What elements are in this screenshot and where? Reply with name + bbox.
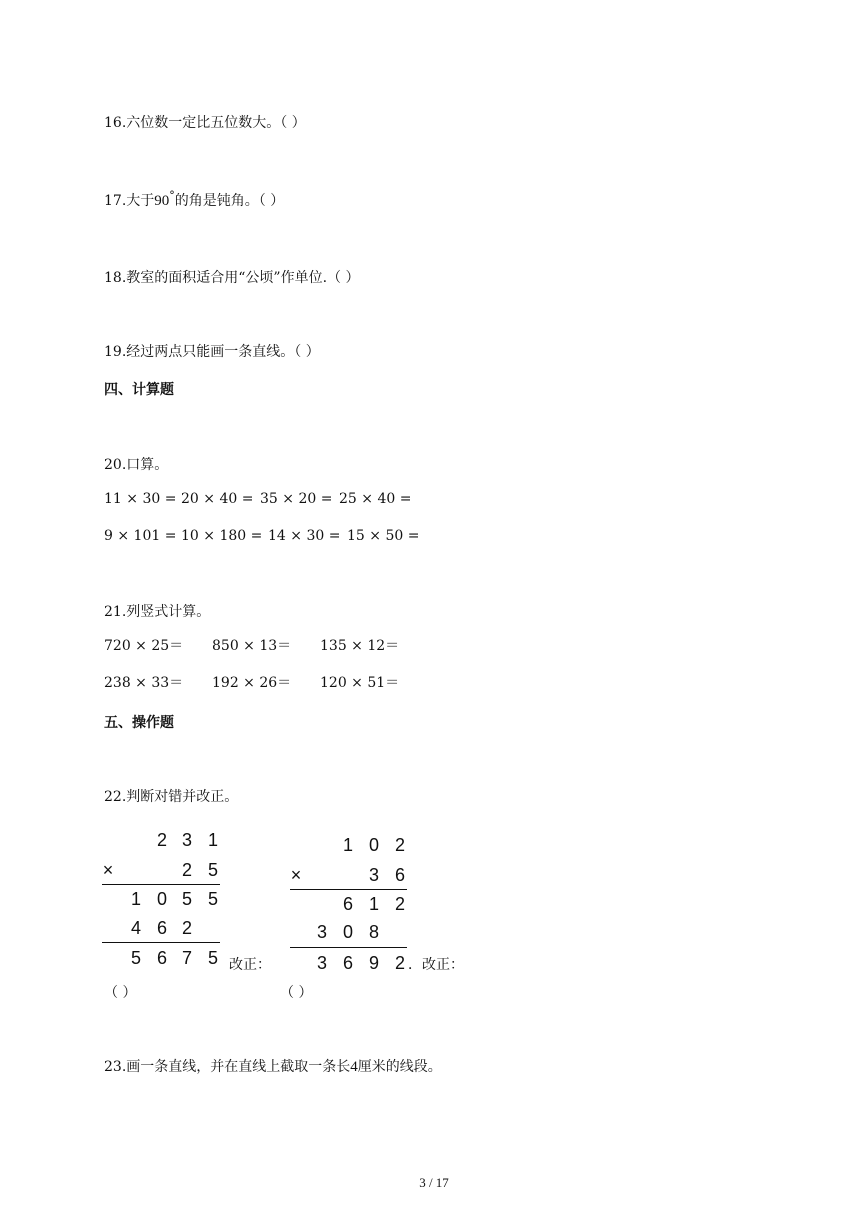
oral-calc-1-4: 25 × 40 = <box>339 491 412 507</box>
digit: 0 <box>342 922 353 942</box>
digit: 6 <box>342 953 353 973</box>
digit: 5 <box>130 948 141 968</box>
digit: 2 <box>394 953 405 973</box>
question-23-prefix: 23.画一条直线，并在直线上截取一条长 <box>104 1059 351 1075</box>
digit: 6 <box>342 894 353 914</box>
digit: 0 <box>368 835 379 855</box>
digit: 1 <box>368 894 379 914</box>
question-17-prefix: 17.大于 <box>104 193 155 209</box>
digit: 5 <box>207 860 218 880</box>
divider-line <box>102 884 220 885</box>
digit: 3 <box>316 922 327 942</box>
digit: 6 <box>156 918 167 938</box>
page-number: 3 / 17 <box>419 1175 449 1190</box>
question-17-suffix: 的角是钝角。（ ） <box>174 193 285 209</box>
question-20-title: 20.口算。 <box>104 457 169 473</box>
question-18: 18.教室的面积适合用“公顷”作单位.（ ） <box>104 270 360 286</box>
digit: 3 <box>181 830 192 850</box>
oral-calc-1-3: 35 × 20 = <box>260 491 333 507</box>
judge-parentheses: （ ） <box>104 985 137 1001</box>
times-sign: × <box>290 865 302 885</box>
question-23-number: 4 <box>350 1059 358 1075</box>
divider-line <box>290 947 407 948</box>
oral-calc-2-2: 10 × 180 = <box>181 528 263 544</box>
oral-calc-2-1: 9 × 101 = <box>104 528 177 544</box>
digit: 5 <box>207 948 218 968</box>
question-23-suffix: 厘米的线段。 <box>357 1059 442 1075</box>
digit: 1 <box>207 830 218 850</box>
oral-calc-1-1: 11 × 30 = <box>104 491 177 507</box>
degree-symbol: ° <box>169 189 175 202</box>
digit: 5 <box>207 889 218 909</box>
question-21-title: 21.列竖式计算。 <box>104 604 211 620</box>
section-4-heading: 四、计算题 <box>104 382 174 398</box>
digit: 6 <box>156 948 167 968</box>
digit: 8 <box>368 922 379 942</box>
digit: 2 <box>156 830 167 850</box>
digit: 1 <box>130 889 141 909</box>
vertical-calc-2-1: 238 × 33＝ <box>104 675 184 691</box>
vertical-calc-1-1: 720 × 25＝ <box>104 638 184 654</box>
digit: 4 <box>130 918 141 938</box>
digit: 2 <box>181 860 192 880</box>
digit: 7 <box>181 948 192 968</box>
section-5-heading: 五、操作题 <box>104 715 174 731</box>
oral-calc-2-4: 15 × 50 = <box>347 528 420 544</box>
oral-calc-1-2: 20 × 40 = <box>181 491 254 507</box>
times-sign: × <box>102 860 114 880</box>
question-17 <box>104 189 285 211</box>
digit: 2 <box>394 894 405 914</box>
correction-label: ．改正： <box>408 957 464 973</box>
vertical-calc-2-3: 120 × 51＝ <box>320 675 400 691</box>
vertical-calc-1-3: 135 × 12＝ <box>320 638 400 654</box>
question-22-title: 22.判断对错并改正。 <box>104 789 239 805</box>
digit: 5 <box>181 889 192 909</box>
digit: 0 <box>156 889 167 909</box>
divider-line <box>102 942 220 943</box>
vertical-calc-1-2: 850 × 13＝ <box>212 638 292 654</box>
digit: 1 <box>342 835 353 855</box>
question-17-number: 90 <box>154 193 170 209</box>
digit: 6 <box>394 865 405 885</box>
digit: 2 <box>181 918 192 938</box>
digit: 9 <box>368 953 379 973</box>
question-23 <box>104 1058 442 1076</box>
divider-line <box>290 889 407 890</box>
correction-label: 改正： <box>229 957 271 973</box>
digit: 3 <box>368 865 379 885</box>
digit: 2 <box>394 835 405 855</box>
judge-parentheses: （ ） <box>280 985 313 1001</box>
question-16: 16.六位数一定比五位数大。（ ） <box>104 115 306 131</box>
vertical-calc-2-2: 192 × 26＝ <box>212 675 292 691</box>
oral-calc-2-3: 14 × 30 = <box>268 528 341 544</box>
question-19: 19.经过两点只能画一条直线。（ ） <box>104 344 320 360</box>
digit: 3 <box>316 953 327 973</box>
